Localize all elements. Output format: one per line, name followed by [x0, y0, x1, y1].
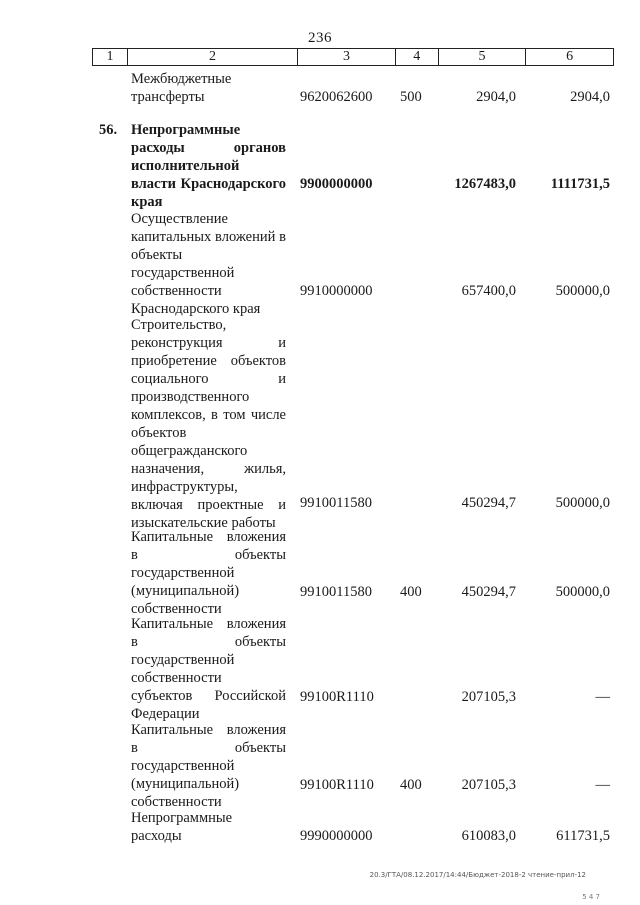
row-value-2019: 500000,0 [555, 495, 610, 511]
row-name: Строительство, реконструкция и приобретение объектов социального и производственного комплексов, в том числе объектов общегражданского назначения, жилья, инфраструктуры, включая проектные и изыскательские работы [131, 317, 286, 531]
row-value-2018: 450294,7 [461, 495, 516, 511]
row-value-2019: 1111731,5 [550, 176, 610, 192]
row-type: 500 [400, 89, 422, 105]
row-value-2018: 207105,3 [461, 689, 516, 705]
row-code: 9620062600 [300, 89, 373, 105]
header-cell: 6 [566, 49, 574, 64]
row-value-2018: 450294,7 [461, 584, 516, 600]
row-value-2019: 500000,0 [555, 584, 610, 600]
row-type: 400 [400, 777, 422, 793]
row-value-2018: 1267483,0 [454, 176, 516, 192]
row-type: 400 [400, 584, 422, 600]
header-cell: 1 [93, 49, 128, 65]
header-cell: 4 [396, 49, 439, 65]
row-code: 9910000000 [300, 283, 373, 299]
row-code: 9900000000 [300, 176, 373, 192]
header-cell: 2 [128, 49, 298, 65]
row-value-2018: 657400,0 [461, 283, 516, 299]
row-code: 9910011580 [300, 584, 372, 600]
corner-mark: 5 4 7 [582, 893, 600, 901]
row-value-2019: 611731,5 [556, 828, 610, 844]
row-value-2019: — [595, 689, 610, 705]
row-name: Капитальные вложения в объекты государственной (муниципальной) собственности [131, 529, 286, 617]
row-name: Непрограммные расходы [131, 810, 233, 844]
row-code: 9910011580 [300, 495, 372, 511]
row-code: 9990000000 [300, 828, 373, 844]
row-code: 99100R1110 [300, 689, 374, 705]
row-name: Непрограммные расходы органов исполнительной власти Краснодарского края [131, 122, 286, 210]
row-value-2019: 2904,0 [570, 89, 610, 105]
page-number: 236 [308, 30, 332, 46]
row-value-2018: 2904,0 [476, 89, 516, 105]
row-name: Капитальные вложения в объекты государственной (муниципальной) собственности [131, 722, 286, 810]
row-name: Осуществление капитальных вложений в объекты государственной собственности Краснодарского края [131, 211, 286, 317]
row-value-2019: 500000,0 [555, 283, 610, 299]
row-value-2019: — [595, 777, 610, 793]
table-header [92, 48, 614, 66]
row-value-2018: 610083,0 [461, 828, 516, 844]
row-value-2018: 207105,3 [461, 777, 516, 793]
row-code: 99100R1110 [300, 777, 374, 793]
row-name: Межбюджетные трансферты [131, 71, 232, 105]
header-cell: 3 [298, 49, 396, 65]
header-cell: 5 [439, 49, 527, 65]
row-name: Капитальные вложения в объекты государственной собственности субъектов Российской Федерации [131, 616, 286, 722]
row-number: 56. [99, 122, 118, 138]
footer-file-path: 20.3/ГТА/08.12.2017/14:44/Бюджет-2018-2 чтение-прил-12 [369, 871, 586, 879]
